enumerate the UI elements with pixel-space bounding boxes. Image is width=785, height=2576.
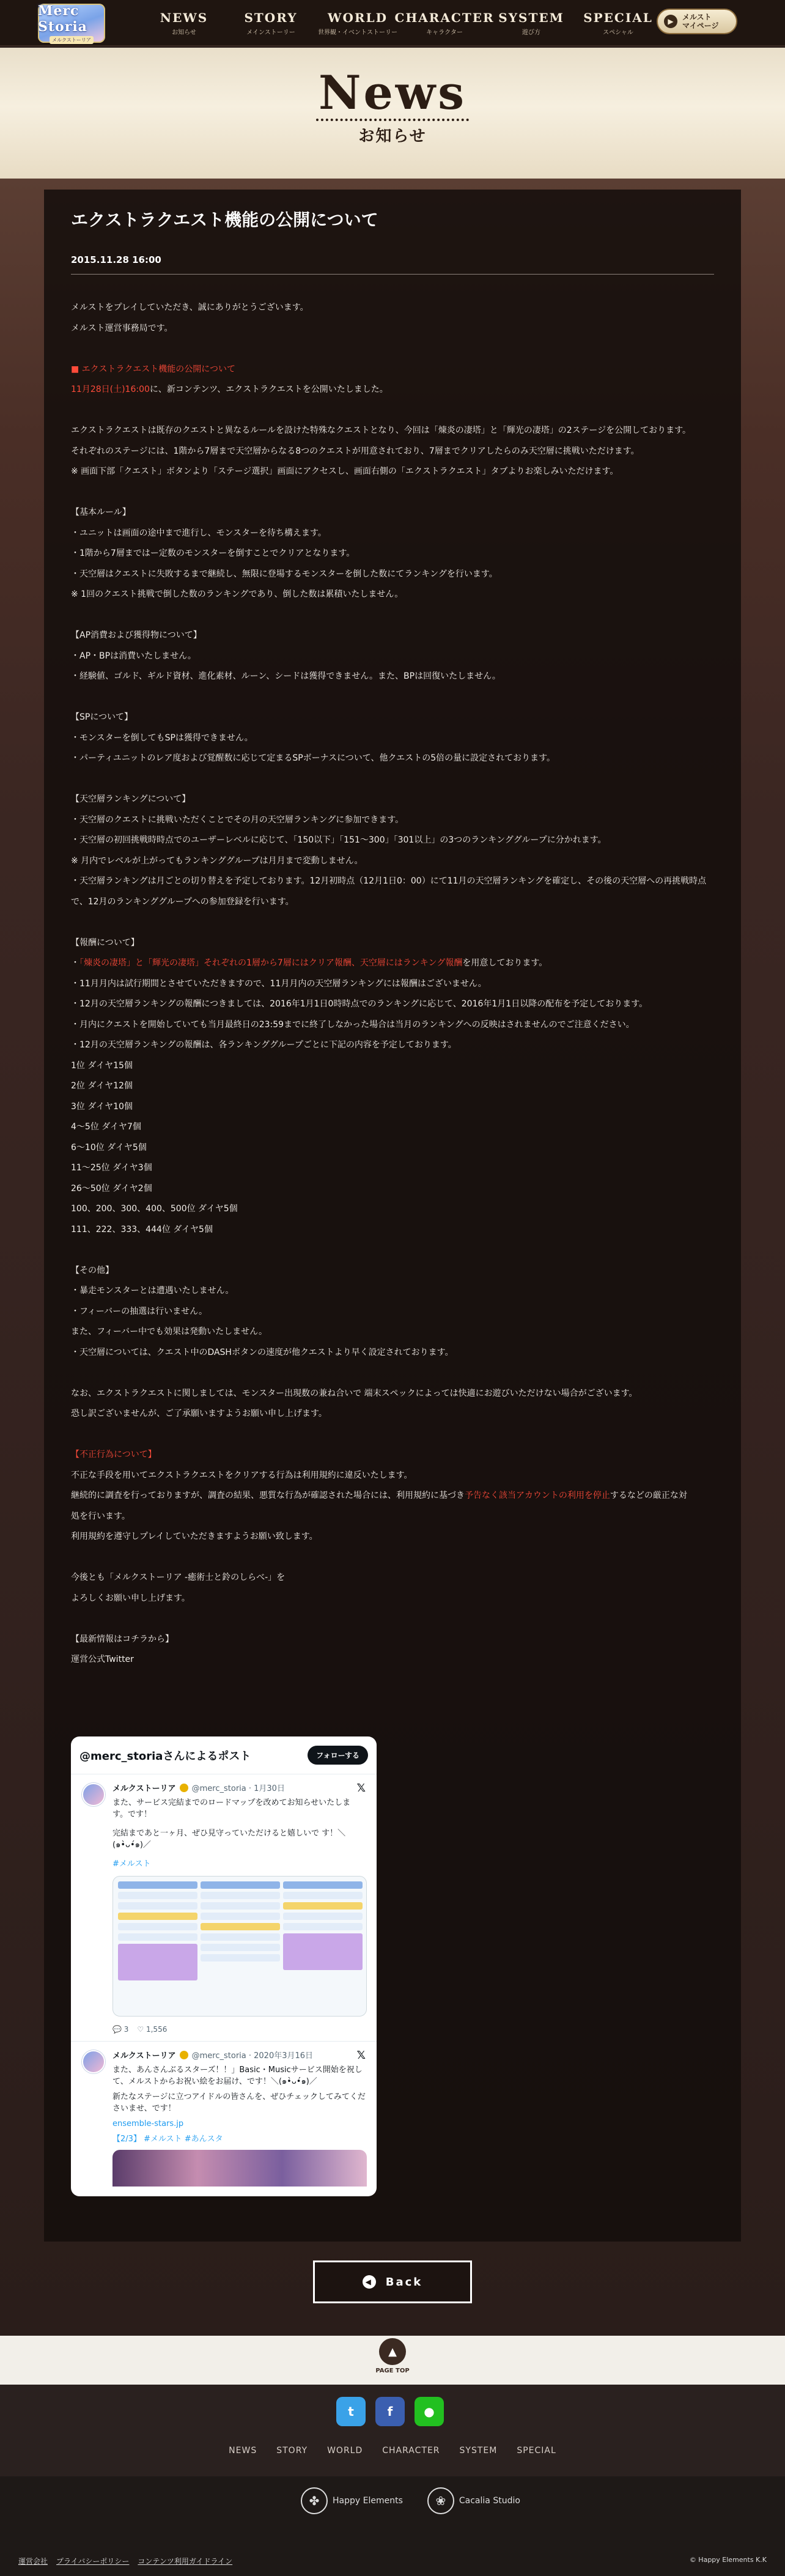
hashtag-link[interactable]: #メルスト: [112, 1859, 151, 1869]
article-line: で、12月のランキンググループへの参加登録を行います。: [71, 896, 294, 907]
footer-nav-special[interactable]: SPECIAL: [517, 2446, 556, 2456]
roadmap-column: [283, 1881, 363, 2011]
happy-elements-logo[interactable]: [301, 2487, 403, 2514]
article-line: ・ユニットは画面の途中まで進行し、モンスターを待ち構えます。: [71, 528, 326, 538]
tweet-link[interactable]: ensemble-stars.jp: [112, 2119, 184, 2128]
article-line: 【その他】: [71, 1265, 114, 1275]
twitter-icon[interactable]: t: [336, 2397, 366, 2426]
hashtag-link[interactable]: 【2/3】 #メルスト #あんスタ: [112, 2135, 223, 2144]
highlight-text: 予告なく該当アカウントの利用を停止: [465, 1491, 610, 1500]
article-line: ・経験値、ゴルド、ギルド資材、進化素材、ルーン、シードは獲得できません。また、BPは回復いたしません。: [71, 671, 501, 681]
article-line: 【報酬について】: [71, 937, 139, 948]
footer-nav-system[interactable]: SYSTEM: [459, 2446, 498, 2456]
footer-nav-world[interactable]: WORLD: [327, 2446, 363, 2456]
article-divider: [71, 274, 714, 275]
avatar[interactable]: [82, 1783, 105, 1806]
article-line: 4〜5位 ダイヤ7個: [71, 1122, 141, 1132]
tweet-text: また、あんさんぶるスターズ！！」Basic・Musicサービス開始を祝して、メルストからお祝い絵をお届け、です！＼(๑•̀ᴗ•́๑)／: [112, 2065, 363, 2086]
avatar[interactable]: [82, 2050, 105, 2073]
article-line: 【AP消費および獲得物について】: [71, 630, 202, 640]
brand-logos: [301, 2487, 520, 2514]
nav-sublabel: 世界観・イベントストーリー: [318, 29, 397, 36]
article-line: 【基本ルール】: [71, 507, 131, 517]
article-line: [71, 1486, 714, 1507]
footer-nav: [0, 2446, 785, 2456]
tweet[interactable]: [71, 1774, 377, 2036]
article-line: 不正な手段を用いてエクストラクエストをクリアする行為は利用規約に違反いたします。: [71, 1470, 413, 1480]
tweet-meta: [112, 1782, 366, 1793]
nav-sublabel: 遊び方: [522, 29, 540, 36]
company-link[interactable]: 運営会社: [18, 2557, 48, 2566]
page-title: News: [318, 65, 467, 120]
article-line: ・フィーバーの抽選は行いません。: [71, 1306, 208, 1316]
arrow-up-icon: ▲: [379, 2338, 406, 2365]
article-line: ・AP・BPは消費いたしません。: [71, 651, 196, 661]
tweet[interactable]: [71, 2042, 377, 2187]
guideline-link[interactable]: コンテンツ利用ガイドライン: [138, 2557, 233, 2566]
article-line: [71, 1548, 714, 1568]
nav-sublabel: スペシャル: [603, 29, 633, 36]
article-line: 2位 ダイヤ12個: [71, 1081, 133, 1091]
article-line: エクストラクエストは既存のクエストと異なるルールを設けた特殊なクエストとなり、今回は「煉炎の凄塔」と「輝光の凄塔」の2ステージを公開しております。: [71, 426, 691, 435]
tweet-text: また、サービス完結までのロードマップを改めてお知らせいたします。です！: [112, 1798, 351, 1819]
article-line: 今後とも「メルクストーリア -癒術士と鈴のしらべ-」を: [71, 1573, 286, 1582]
article-line: 【天空層ランキングについて】: [71, 794, 191, 804]
cacalia-icon: ❀: [427, 2487, 454, 2514]
top-nav: [0, 0, 785, 46]
tweet-image[interactable]: [112, 1876, 367, 2017]
article-line: ・天空層ランキングは月ごとの切り替えを予定しております。12月初時点（12月1日0：00）にて11月の天空層ランキングを確定し、その後の天空層への再挑戦時点: [71, 876, 707, 886]
article-line: よろしくお願い申し上げます。: [71, 1593, 190, 1603]
article-line: 11〜25位 ダイヤ3個: [71, 1163, 152, 1173]
article-line: [71, 769, 714, 790]
article-line: [71, 605, 714, 626]
mypage-label-line1: メルスト: [682, 13, 712, 21]
page-top-button[interactable]: [374, 2338, 411, 2374]
nav-item-story[interactable]: [227, 0, 314, 46]
line-icon[interactable]: ●: [415, 2397, 444, 2426]
article-line: [71, 1425, 714, 1445]
footer-nav-story[interactable]: STORY: [276, 2446, 308, 2456]
logo-subtitle: メルクストーリア: [50, 36, 94, 44]
article-line: ※ 画面下部「クエスト」ボタンより「ステージ選択」画面にアクセスし、画面右側の「エクストラクエスト」タブよりお楽しみいただけます。: [71, 467, 619, 476]
article-line: ・モンスターを倒してもSPは獲得できません。: [71, 733, 253, 743]
article-line: [71, 339, 714, 360]
credits: [0, 2476, 785, 2576]
brand-name: Happy Elements: [333, 2496, 403, 2506]
page-subtitle: お知らせ: [358, 127, 427, 146]
logo-title: Merc Storia: [38, 2, 87, 35]
article-line: ■ エクストラクエスト機能の公開について: [71, 364, 235, 374]
main-nav: [141, 0, 662, 46]
article-line: 処を行います。: [71, 1511, 130, 1521]
x-logo-icon[interactable]: 𝕏: [356, 2049, 366, 2062]
verified-icon: [180, 1784, 188, 1792]
article-line: 26〜50位 ダイヤ2個: [71, 1183, 152, 1194]
nav-label: WORLD: [328, 10, 388, 25]
article-line: 3位 ダイヤ10個: [71, 1101, 133, 1112]
article-line: 【不正行為について】: [71, 1450, 157, 1460]
article-line: [71, 400, 714, 421]
article-line: 利用規約を遵守しプレイしていただきますようお願い致します。: [71, 1532, 318, 1541]
article-line: それぞれのステージには、1階から7層まで天空層からなる8つのクエストが用意されており、7層までクリアしたらのみ天空層に挑戦いただけます。: [71, 446, 639, 456]
article-line: ・天空層の初回挑戦時時点でのユーザーレベルに応じて、「150以下」「151〜300」「301以上」の3つのランキンググループに分かれます。: [71, 835, 606, 845]
article-line: ・11月月内は試行期間とさせていただきますので、11月月内の天空層ランキングには報酬はございません。: [71, 978, 487, 989]
legal-links: [18, 2556, 232, 2566]
tweet-handle[interactable]: @merc_storia · 1月30日: [191, 1784, 285, 1793]
article-line: ・12月の天空層ランキングの報酬は、各ランキンググループごとに下記の内容を予定しております。: [71, 1040, 457, 1050]
nav-item-system[interactable]: [488, 0, 575, 46]
article-line: 運営公式Twitter: [71, 1655, 134, 1664]
article: [71, 208, 714, 1670]
like-button[interactable]: ♡ 1,556: [137, 2025, 168, 2034]
article-line: ※ 月内でレベルが上がってもランキンググループは月月まで変動しません。: [71, 855, 363, 866]
page-top-label: PAGE TOP: [375, 2367, 410, 2374]
footer-nav-character[interactable]: CHARACTER: [382, 2446, 440, 2456]
nav-sublabel: キャラクター: [426, 29, 463, 36]
nav-item-special[interactable]: [575, 0, 662, 46]
roadmap-column: [118, 1881, 197, 2011]
article-line: ※ 1回のクエスト挑戦で倒した数のランキングであり、倒した数は累積いたしません。: [71, 589, 404, 599]
article-line: ・天空層については、クエスト中のDASHボタンの速度が他クエストより早く設定されております。: [71, 1347, 454, 1357]
nav-label: CHARACTER: [394, 10, 495, 25]
nav-item-world[interactable]: [314, 0, 401, 46]
follow-button[interactable]: フォローする: [308, 1746, 368, 1765]
social-links: [336, 2397, 444, 2426]
article-line: [71, 953, 714, 974]
article-line: [71, 1609, 714, 1629]
facebook-icon[interactable]: f: [375, 2397, 405, 2426]
article-line: 6〜10位 ダイヤ5個: [71, 1142, 147, 1153]
article-line: ・12月の天空層ランキングの報酬につきましては、2016年1月1日0時時点でのランキングに応じて、2016年1月1日以降の配布を予定しております。: [71, 999, 648, 1009]
article-line: [71, 1363, 714, 1384]
line-text: を用意しております。: [462, 958, 548, 968]
article-line: [71, 380, 714, 400]
site-logo[interactable]: [38, 4, 105, 43]
article-line: [71, 687, 714, 708]
footer: [0, 2385, 785, 2476]
article-line: 100、200、300、400、500位 ダイヤ5個: [71, 1204, 238, 1214]
nav-sublabel: メインストーリー: [246, 29, 295, 36]
privacy-link[interactable]: プライバシーポリシー: [56, 2557, 130, 2566]
verified-icon: [180, 2051, 188, 2059]
article-line: ・暴走モンスターとは遭遇いたしません。: [71, 1286, 234, 1296]
back-button[interactable]: [313, 2260, 472, 2303]
like-count: 1,556: [146, 2025, 168, 2034]
twitter-embed-title: @merc_storiaさんによるポスト: [79, 1749, 251, 1763]
tweet-meta: [112, 2049, 366, 2061]
reply-count: 3: [123, 2025, 129, 2034]
tweet-handle[interactable]: @merc_storia · 2020年3月16日: [191, 2051, 314, 2061]
line-text: するなどの厳正な対: [610, 1491, 687, 1500]
tweet-image[interactable]: [112, 2150, 367, 2187]
highlight-text: 「煉炎の凄塔」と「輝光の凄塔」それぞれの1層から7層にはクリア報酬、天空層にはランキング報酬: [79, 958, 463, 968]
nav-label: STORY: [244, 10, 298, 25]
article-line: ・天空層はクエストに失敗するまで継続し、無限に登場するモンスターを倒した数にてランキングを行います。: [71, 569, 498, 579]
tweet-text: 新たなステージに立つアイドルの皆さんを、ぜひチェックしてみてくださいませ、です！: [112, 2092, 366, 2113]
back-label: Back: [385, 2275, 423, 2289]
tweet-author[interactable]: メルクストーリア: [112, 1784, 176, 1793]
article-panel: [44, 190, 741, 2242]
nav-item-character[interactable]: [394, 0, 495, 46]
tweet-actions: [112, 2023, 366, 2036]
article-line: 1位 ダイヤ15個: [71, 1060, 133, 1071]
arrow-right-icon: ▶: [664, 15, 677, 28]
mypage-button[interactable]: [657, 9, 737, 34]
article-line: 恐し訳ございませんが、ご了承願いますようお願い申し上げます。: [71, 1409, 327, 1419]
article-body: [71, 298, 714, 1670]
tweet-author[interactable]: メルクストーリア: [112, 2051, 176, 2061]
line-text: に、新コンテンツ、エクストラクエストを公開いたしました。: [149, 385, 388, 394]
article-line: 【最新情報はコチラから】: [71, 1634, 174, 1644]
line-text: 継続的に調査を行っておりますが、調査の結果、悪質な行為が確認された場合には、利用規約に基づき: [71, 1491, 465, 1500]
article-line: また、フィーバー中でも効果は発動いたしません。: [71, 1327, 268, 1337]
cacalia-studio-logo[interactable]: [427, 2487, 520, 2514]
line-text: ・: [71, 958, 79, 968]
article-line: [71, 1240, 714, 1261]
article-line: 【SPについて】: [71, 712, 133, 722]
copyright: © Happy Elements K.K: [689, 2556, 767, 2564]
title-divider: [316, 119, 469, 121]
news-header: [0, 48, 785, 179]
roadmap-column: [201, 1881, 280, 2011]
reply-button[interactable]: 💬 3: [112, 2025, 129, 2034]
happy-elements-icon: ✤: [301, 2487, 328, 2514]
nav-label: SYSTEM: [498, 10, 564, 25]
arrow-left-icon: ◀: [363, 2275, 376, 2289]
twitter-embed[interactable]: [71, 1736, 377, 2196]
article-line: ・天空層のクエストに挑戦いただくことでその月の天空層ランキングに参加できます。: [71, 814, 404, 825]
article-line: メルスト運営事務局です。: [71, 323, 173, 333]
article-line: 111、222、333、444位 ダイヤ5個: [71, 1224, 213, 1234]
footer-nav-news[interactable]: NEWS: [229, 2446, 257, 2456]
article-date: 2015.11.28 16:00: [71, 254, 161, 265]
nav-label: SPECIAL: [583, 10, 653, 25]
mypage-label: [682, 13, 719, 30]
article-line: ・1階から7層まではー定数のモンスターを倒すことでクリアとなります。: [71, 548, 355, 558]
nav-sublabel: お知らせ: [172, 29, 196, 36]
article-line: [71, 482, 714, 503]
nav-item-news[interactable]: [141, 0, 227, 46]
tweet-text: 完結まであと一ヶ月、ぜひ見守っていただけると嬉しいで す！＼(๑•̀ᴗ•́๑)／: [112, 1829, 346, 1850]
article-line: [71, 912, 714, 933]
mypage-label-line2: マイページ: [682, 21, 719, 30]
highlight-text: 11月28日(土)16:00: [71, 385, 150, 394]
brand-name: Cacalia Studio: [459, 2496, 520, 2506]
article-line: ・月内にクエストを開始していても当月最終日の23:59までに終了しなかった場合は当月のランキングへの反映はされませんのでご注意ください。: [71, 1019, 635, 1030]
article-line: メルストをプレイしていただき、誠にありがとうございます。: [71, 303, 309, 312]
twitter-embed-header: [71, 1736, 377, 1774]
article-line: ・パーティユニットのレア度および覚醒数に応じて定まるSPボーナスについて、他クエストの5倍の量に設定されております。: [71, 753, 556, 763]
article-title: エクストラクエスト機能の公開について: [71, 210, 378, 230]
nav-label: NEWS: [160, 10, 208, 25]
article-line: なお、エクストラクエストに関しましては、モンスター出現数の兼ね合いで 端末スペックによっては快適にお遊びいただけない場合がございます。: [71, 1388, 638, 1398]
x-logo-icon[interactable]: 𝕏: [356, 1782, 366, 1795]
